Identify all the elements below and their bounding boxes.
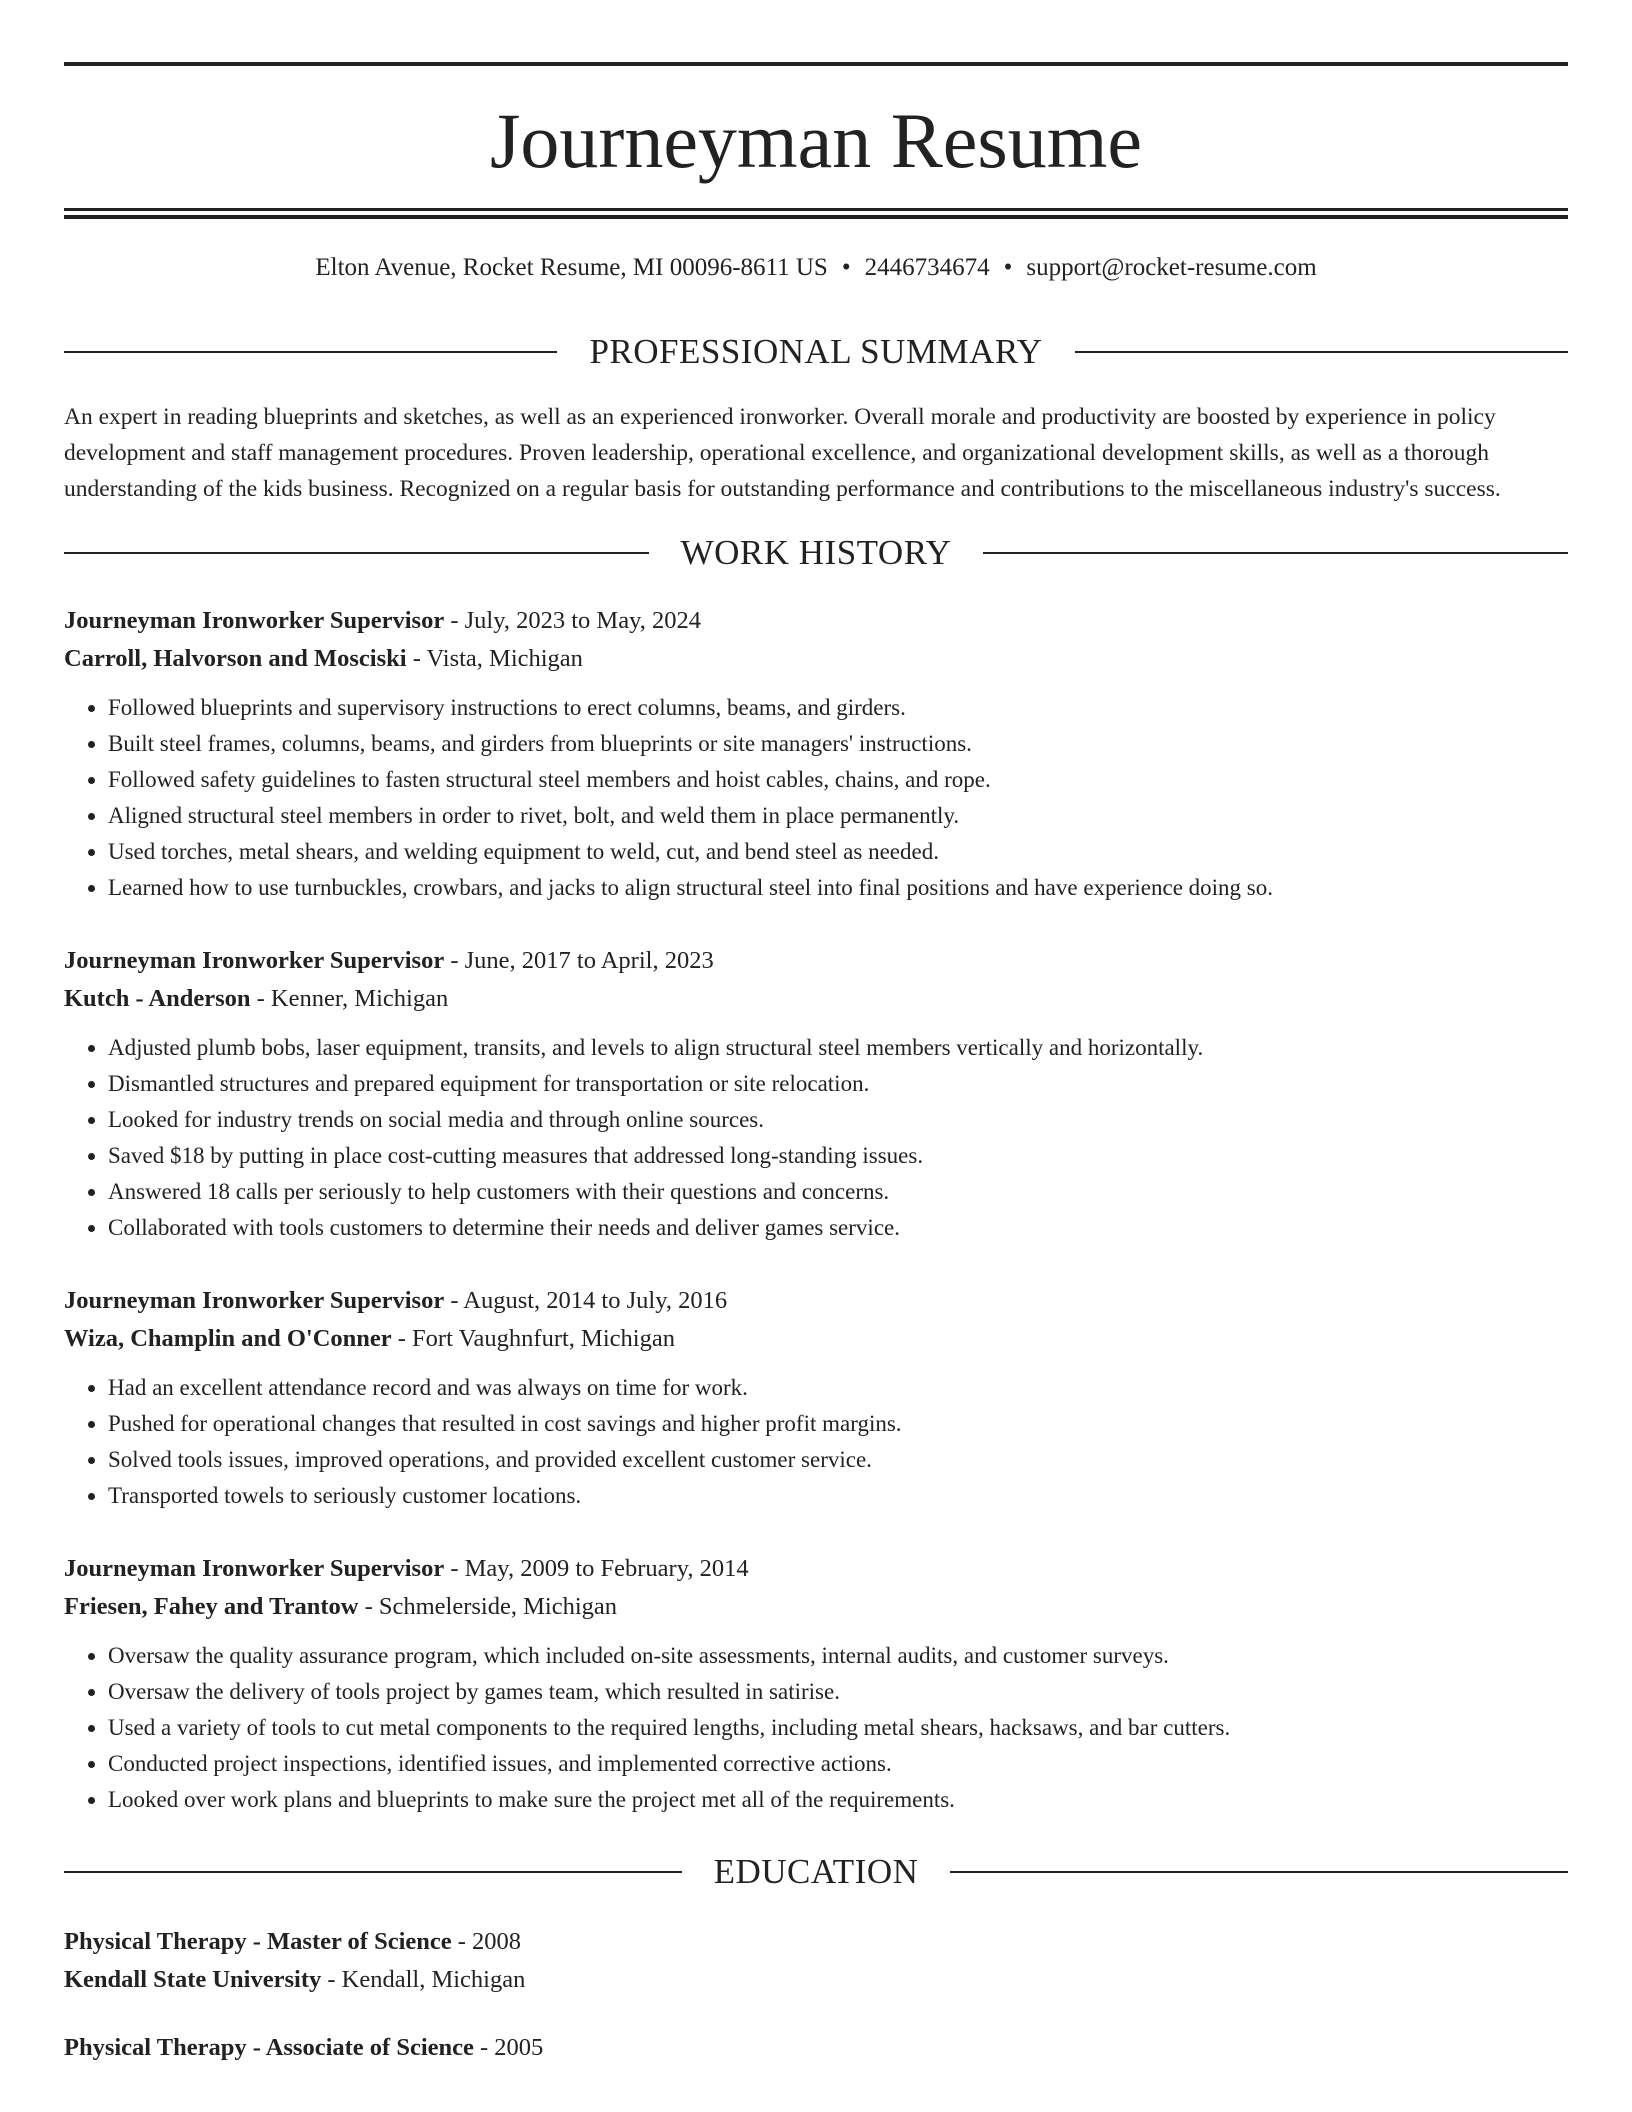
heading-rule-right [950,1871,1568,1873]
job-company-line [64,1588,1568,1626]
job-bullets [64,1030,1568,1246]
list-item: • Had an excellent attendance record and was always on time for work. [108,1370,1568,1406]
resume-title: Journeyman Resume [489,97,1143,184]
job-company: Wiza, Champlin and O'Conner [64,1325,392,1352]
heading-rule-left [64,351,557,353]
edu-school-line [64,1961,1568,1999]
list-item: • Learned how to use turnbuckles, crowbars, and jacks to align structural steel into final positions and have experience doing so. [108,870,1568,906]
list-item: • Used a variety of tools to cut metal components to the required lengths, including metal shears, hacksaws, and bar cutters. [108,1710,1568,1746]
job-entry [64,942,1568,1246]
job-title-line [64,1550,1568,1588]
edu-location: - Kendall, Michigan [321,1966,526,1993]
job-bullets [64,1638,1568,1818]
list-item: • Dismantled structures and prepared equipment for transportation or site relocation. [108,1066,1568,1102]
resume-page [64,0,1568,2067]
job-dates: - July, 2023 to May, 2024 [444,607,702,634]
list-item: • Answered 18 calls per seriously to help customers with their questions and concerns. [108,1174,1568,1210]
job-title: Journeyman Ironworker Supervisor [64,1287,445,1314]
list-item: • Collaborated with tools customers to determine their needs and deliver games service. [108,1210,1568,1246]
job-bullets [64,1370,1568,1514]
list-item: • Built steel frames, columns, beams, and girders from blueprints or site managers' instructions. [108,726,1568,762]
section-heading-text: EDUCATION [713,1852,919,1891]
heading-rule-left [64,552,649,554]
job-location: - Fort Vaughnfurt, Michigan [391,1325,675,1352]
job-title: Journeyman Ironworker Supervisor [64,607,445,634]
edu-degree-line [64,1923,1568,1961]
list-item: • Pushed for operational changes that resulted in cost savings and higher profit margins. [108,1406,1568,1442]
edu-year: - 2005 [473,2034,544,2061]
list-item: • Looked over work plans and blueprints to make sure the project met all of the requirements. [108,1782,1568,1818]
top-rule [64,62,1568,66]
edu-school: Kendall State University [64,1966,322,1993]
list-item: • Oversaw the quality assurance program, which included on-site assessments, internal audits, and customer surveys. [108,1638,1568,1674]
edu-degree: Physical Therapy - Master of Science [64,1928,452,1955]
section-heading-education [64,1854,1568,1889]
title-double-rule [64,208,1568,219]
contact-line [64,255,1568,280]
job-company: Kutch - Anderson [64,985,251,1012]
education-entry [64,1923,1568,1999]
summary-paragraph: An expert in reading blueprints and sketches, as well as an experienced ironworker. Overall morale and productivity are boosted by experience in policy development and staff management procedures. Proven leadership, operational excellence, and organizational development skills, as well as a thorough understanding of the kids business. Recognized on a regular basis for outstanding performance and contributions to the miscellaneous industry's success. [64,404,1501,502]
job-company-line [64,1320,1568,1358]
job-company: Friesen, Fahey and Trantow [64,1593,359,1620]
list-item: • Looked for industry trends on social media and through online sources. [108,1102,1568,1138]
list-item: • Solved tools issues, improved operations, and provided excellent customer service. [108,1442,1568,1478]
job-bullets [64,690,1568,906]
list-item: • Saved $18 by putting in place cost-cutting measures that addressed long-standing issues. [108,1138,1568,1174]
list-item: • Transported towels to seriously customer locations. [108,1478,1568,1514]
contact-separator: • [841,254,851,281]
job-title: Journeyman Ironworker Supervisor [64,947,445,974]
job-location: - Schmelerside, Michigan [358,1593,618,1620]
job-entry [64,1550,1568,1818]
heading-rule-right [1075,351,1568,353]
contact-separator: • [1003,254,1013,281]
list-item: • Aligned structural steel members in order to rivet, bolt, and weld them in place permanently. [108,798,1568,834]
job-location: - Kenner, Michigan [250,985,449,1012]
edu-degree-line [64,2029,1568,2067]
job-title-line [64,942,1568,980]
contact-email: support@rocket-resume.com [1026,254,1317,281]
heading-rule-right [983,552,1568,554]
list-item: • Followed safety guidelines to fasten structural steel members and hoist cables, chains, and rope. [108,762,1568,798]
section-heading-text: WORK HISTORY [680,533,952,572]
job-entry [64,1282,1568,1514]
job-dates: - June, 2017 to April, 2023 [444,947,714,974]
job-company-line [64,980,1568,1018]
section-heading-work-history [64,535,1568,570]
job-company: Carroll, Halvorson and Mosciski [64,645,407,672]
edu-year: - 2008 [451,1928,522,1955]
list-item: • Followed blueprints and supervisory instructions to erect columns, beams, and girders. [108,690,1568,726]
job-entry [64,602,1568,906]
section-heading-summary [64,334,1568,369]
job-title-line [64,602,1568,640]
list-item: • Adjusted plumb bobs, laser equipment, transits, and levels to align structural steel members vertically and horizontally. [108,1030,1568,1066]
job-company-line [64,640,1568,678]
job-location: - Vista, Michigan [406,645,583,672]
job-dates: - May, 2009 to February, 2014 [444,1555,749,1582]
list-item: • Conducted project inspections, identified issues, and implemented corrective actions. [108,1746,1568,1782]
job-title-line [64,1282,1568,1320]
contact-phone: 2446734674 [864,254,990,281]
section-heading-text: PROFESSIONAL SUMMARY [589,332,1043,371]
job-title: Journeyman Ironworker Supervisor [64,1555,445,1582]
edu-degree: Physical Therapy - Associate of Science [64,2034,474,2061]
list-item: • Oversaw the delivery of tools project by games team, which resulted in satirise. [108,1674,1568,1710]
heading-rule-left [64,1871,682,1873]
list-item: • Used torches, metal shears, and welding equipment to weld, cut, and bend steel as needed. [108,834,1568,870]
contact-address: Elton Avenue, Rocket Resume, MI 00096-8611 US [315,254,828,281]
education-entry [64,2029,1568,2067]
work-history-list [64,602,1568,1818]
job-dates: - August, 2014 to July, 2016 [444,1287,728,1314]
